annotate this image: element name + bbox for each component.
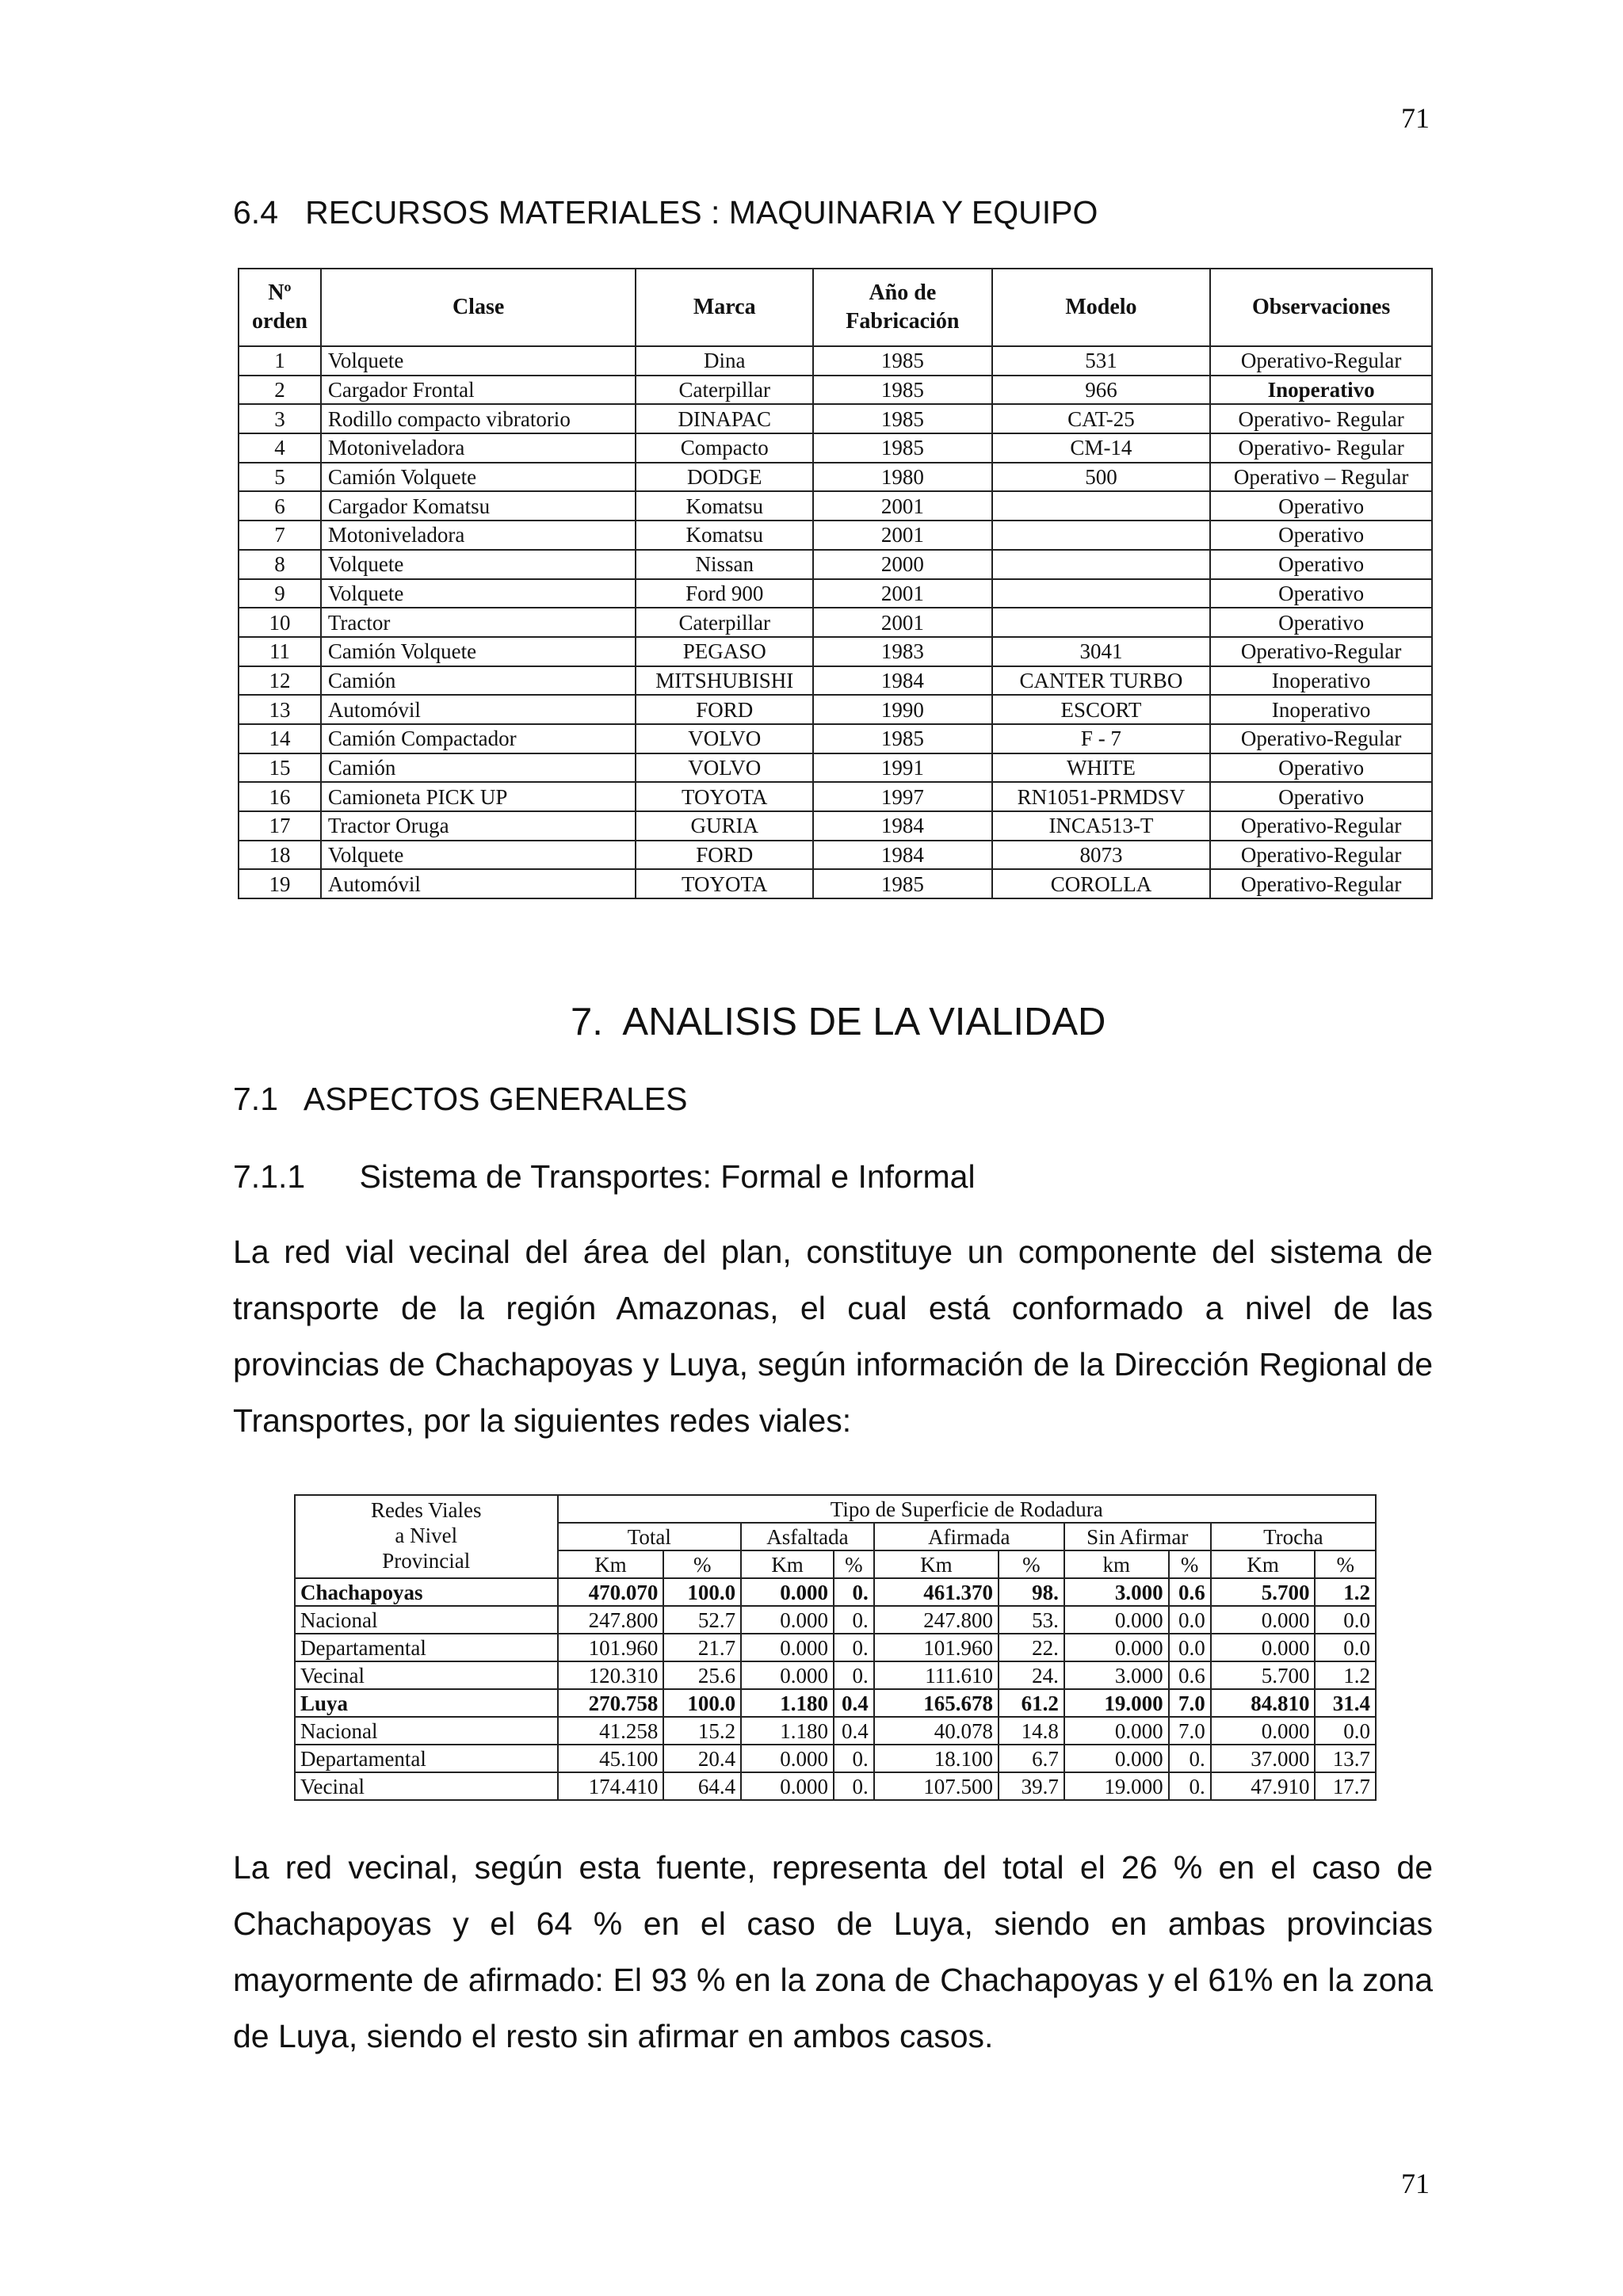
road-cell: 3.000 [1064,1578,1169,1606]
marca-cell: PEGASO [636,637,813,666]
header-afirmada: Afirmada [874,1523,1064,1550]
equipment-row [239,753,1432,783]
modelo-cell: ESCORT [992,695,1211,724]
header-clase: Clase [321,269,636,346]
header-modelo: Modelo [992,269,1211,346]
road-cell: 0.000 [741,1772,834,1800]
road-cell: 0. [834,1606,874,1634]
road-cell: 120.310 [558,1661,664,1689]
row-number: 15 [239,753,321,783]
road-cell: 53. [999,1606,1064,1634]
marca-cell: FORD [636,695,813,724]
clase-cell: Volquete [321,579,636,608]
header-anio: Año de Fabricación [813,269,992,346]
road-cell: 100.0 [663,1578,741,1606]
chapter-heading-7: 7. ANALISIS DE LA VIALIDAD [571,1001,1106,1043]
observaciones-cell: Operativo [1210,782,1432,811]
road-cell: 0.000 [1211,1606,1316,1634]
equipment-row [239,376,1432,405]
observaciones-cell: Operativo [1210,521,1432,550]
road-cell: 0.000 [1064,1634,1169,1661]
equipment-row [239,811,1432,841]
marca-cell: DODGE [636,463,813,492]
row-number: 16 [239,782,321,811]
header-asfaltada: Asfaltada [741,1523,874,1550]
row-number: 19 [239,869,321,898]
road-cell: 37.000 [1211,1745,1316,1772]
road-cell: 47.910 [1211,1772,1316,1800]
observaciones-cell: Operativo-Regular [1210,637,1432,666]
observaciones-cell: Operativo-Regular [1210,811,1432,841]
road-cell: 100.0 [663,1689,741,1717]
marca-cell: Caterpillar [636,608,813,637]
road-cell: 247.800 [558,1606,664,1634]
modelo-cell: INCA513-T [992,811,1211,841]
road-network-table [294,1494,1377,1801]
observaciones-cell: Inoperativo [1210,376,1432,405]
clase-cell: Motoniveladora [321,433,636,463]
road-cell: 19.000 [1064,1772,1169,1800]
road-cell: 39.7 [999,1772,1064,1800]
anio-cell: 2001 [813,608,992,637]
observaciones-cell: Operativo [1210,579,1432,608]
road-row-label: Chachapoyas [295,1578,558,1606]
road-row-label: Vecinal [295,1661,558,1689]
road-cell: 0. [834,1772,874,1800]
road-cell: 1.180 [741,1717,834,1745]
row-number: 8 [239,550,321,579]
clase-cell: Tractor [321,608,636,637]
road-cell: 61.2 [999,1689,1064,1717]
road-cell: 13.7 [1315,1745,1376,1772]
clase-cell: Volquete [321,841,636,870]
road-cell: 111.610 [874,1661,999,1689]
equipment-row [239,637,1432,666]
road-cell: 461.370 [874,1578,999,1606]
modelo-cell: 531 [992,346,1211,376]
road-cell: 0.000 [741,1634,834,1661]
road-cell: 15.2 [663,1717,741,1745]
modelo-cell: F - 7 [992,724,1211,753]
header-observaciones: Observaciones [1210,269,1432,346]
marca-cell: MITSHUBISHI [636,666,813,696]
road-cell: 470.070 [558,1578,664,1606]
equipment-row [239,608,1432,637]
modelo-cell [992,491,1211,521]
clase-cell: Cargador Komatsu [321,491,636,521]
equipment-table [238,268,1433,899]
equipment-row [239,724,1432,753]
anio-cell: 1985 [813,346,992,376]
road-cell: 22. [999,1634,1064,1661]
road-cell: 0.000 [1211,1717,1316,1745]
row-number: 13 [239,695,321,724]
road-cell: 0.4 [834,1689,874,1717]
modelo-cell [992,579,1211,608]
road-cell: 0.000 [1211,1634,1316,1661]
road-cell: 0.0 [1315,1606,1376,1634]
modelo-cell: CM-14 [992,433,1211,463]
road-cell: 52.7 [663,1606,741,1634]
row-number: 4 [239,433,321,463]
unit-percent: % [663,1550,741,1578]
road-cell: 25.6 [663,1661,741,1689]
modelo-cell: 8073 [992,841,1211,870]
equipment-row [239,695,1432,724]
road-cell: 101.960 [874,1634,999,1661]
road-cell: 0.4 [834,1717,874,1745]
section-heading-7-1: 7.1 ASPECTOS GENERALES [233,1081,688,1117]
road-cell: 247.800 [874,1606,999,1634]
road-cell: 0.0 [1169,1634,1211,1661]
unit-km: Km [1211,1550,1316,1578]
road-cell: 17.7 [1315,1772,1376,1800]
header-region-line-2: a Nivel [395,1524,458,1547]
equipment-row [239,491,1432,521]
road-cell: 7.0 [1169,1689,1211,1717]
marca-cell: FORD [636,841,813,870]
marca-cell: Komatsu [636,491,813,521]
header-region-line-1: Redes Viales [370,1498,482,1522]
road-row [295,1717,1376,1745]
road-cell: 0. [1169,1772,1211,1800]
marca-cell: TOYOTA [636,782,813,811]
equipment-row [239,346,1432,376]
observaciones-cell: Operativo – Regular [1210,463,1432,492]
road-row [295,1634,1376,1661]
road-cell: 270.758 [558,1689,664,1717]
road-cell: 14.8 [999,1717,1064,1745]
road-cell: 0.6 [1169,1661,1211,1689]
clase-cell: Volquete [321,550,636,579]
marca-cell: TOYOTA [636,869,813,898]
road-cell: 3.000 [1064,1661,1169,1689]
anio-cell: 1985 [813,376,992,405]
row-number: 2 [239,376,321,405]
road-cell: 31.4 [1315,1689,1376,1717]
road-cell: 5.700 [1211,1661,1316,1689]
unit-percent: % [1169,1550,1211,1578]
unit-percent: % [1315,1550,1376,1578]
road-row [295,1606,1376,1634]
equipment-row [239,404,1432,433]
road-cell: 21.7 [663,1634,741,1661]
modelo-cell [992,550,1211,579]
clase-cell: Volquete [321,346,636,376]
road-cell: 98. [999,1578,1064,1606]
anio-cell: 1991 [813,753,992,783]
road-cell: 0. [1169,1745,1211,1772]
road-cell: 7.0 [1169,1717,1211,1745]
row-number: 3 [239,404,321,433]
road-cell: 41.258 [558,1717,664,1745]
road-cell: 64.4 [663,1772,741,1800]
road-cell: 1.2 [1315,1661,1376,1689]
clase-cell: Automóvil [321,695,636,724]
road-row-label: Departamental [295,1634,558,1661]
row-number: 1 [239,346,321,376]
modelo-cell: CAT-25 [992,404,1211,433]
road-cell: 20.4 [663,1745,741,1772]
header-total: Total [558,1523,742,1550]
road-cell: 84.810 [1211,1689,1316,1717]
observaciones-cell: Operativo [1210,608,1432,637]
road-cell: 0.000 [1064,1745,1169,1772]
road-cell: 0.0 [1315,1634,1376,1661]
anio-cell: 1985 [813,433,992,463]
anio-cell: 1997 [813,782,992,811]
marca-cell: Dina [636,346,813,376]
road-row [295,1578,1376,1606]
anio-cell: 1990 [813,695,992,724]
anio-cell: 2000 [813,550,992,579]
anio-cell: 1985 [813,404,992,433]
unit-km: Km [741,1550,834,1578]
anio-cell: 1980 [813,463,992,492]
row-number: 6 [239,491,321,521]
row-number: 9 [239,579,321,608]
observaciones-cell: Operativo [1210,753,1432,783]
page-number-bottom: 71 [1401,2168,1430,2199]
road-row [295,1661,1376,1689]
modelo-cell [992,521,1211,550]
road-cell: 0. [834,1661,874,1689]
road-cell: 0.0 [1169,1606,1211,1634]
road-cell: 6.7 [999,1745,1064,1772]
clase-cell: Camioneta PICK UP [321,782,636,811]
header-redes-viales [295,1495,558,1578]
unit-km: Km [874,1550,999,1578]
marca-cell: Caterpillar [636,376,813,405]
unit-percent: % [999,1550,1064,1578]
marca-cell: VOLVO [636,724,813,753]
row-number: 17 [239,811,321,841]
anio-cell: 2001 [813,579,992,608]
clase-cell: Camión Volquete [321,463,636,492]
modelo-cell: 966 [992,376,1211,405]
road-row-label: Departamental [295,1745,558,1772]
road-cell: 0.6 [1169,1578,1211,1606]
clase-cell: Rodillo compacto vibratorio [321,404,636,433]
row-number: 10 [239,608,321,637]
road-cell: 0. [834,1578,874,1606]
clase-cell: Camión [321,666,636,696]
modelo-cell: WHITE [992,753,1211,783]
observaciones-cell: Inoperativo [1210,666,1432,696]
modelo-cell: CANTER TURBO [992,666,1211,696]
header-trocha: Trocha [1211,1523,1376,1550]
road-row-label: Nacional [295,1717,558,1745]
unit-percent: % [834,1550,874,1578]
modelo-cell: RN1051-PRMDSV [992,782,1211,811]
observaciones-cell: Inoperativo [1210,695,1432,724]
modelo-cell [992,608,1211,637]
row-number: 14 [239,724,321,753]
anio-cell: 1984 [813,811,992,841]
observaciones-cell: Operativo-Regular [1210,724,1432,753]
road-row-label: Vecinal [295,1772,558,1800]
road-cell: 5.700 [1211,1578,1316,1606]
row-number: 12 [239,666,321,696]
equipment-row [239,841,1432,870]
marca-cell: VOLVO [636,753,813,783]
paragraph-red-vecinal: La red vecinal, según esta fuente, representa del total el 26 % en el caso de Chachapoyas y el 64 % en el caso de Luya, siendo en ambas provincias mayormente de afirmado: El 93 % en la zona de Chachapoyas y el 61% en la zona de Luya, siendo el resto sin afirmar en ambos casos. [233,1849,1433,2054]
road-cell: 45.100 [558,1745,664,1772]
observaciones-cell: Operativo-Regular [1210,869,1432,898]
observaciones-cell: Operativo-Regular [1210,346,1432,376]
header-tipo-superficie: Tipo de Superficie de Rodadura [558,1495,1377,1523]
clase-cell: Camión Volquete [321,637,636,666]
road-cell: 0.000 [741,1745,834,1772]
clase-cell: Tractor Oruga [321,811,636,841]
anio-cell: 1985 [813,724,992,753]
road-cell: 0. [834,1634,874,1661]
header-region-line-3: Provincial [382,1549,471,1573]
observaciones-cell: Operativo- Regular [1210,404,1432,433]
modelo-cell: 3041 [992,637,1211,666]
header-marca: Marca [636,269,813,346]
road-cell: 0. [834,1745,874,1772]
page-number-top: 71 [1401,102,1430,134]
header-orden: Nº orden [239,269,321,346]
unit-km: km [1064,1550,1169,1578]
clase-cell: Motoniveladora [321,521,636,550]
section-heading-6-4: 6.4 RECURSOS MATERIALES : MAQUINARIA Y EQUIPO [233,194,1098,231]
modelo-cell: COROLLA [992,869,1211,898]
equipment-row [239,869,1432,898]
row-number: 11 [239,637,321,666]
marca-cell: Komatsu [636,521,813,550]
road-cell: 0.000 [741,1606,834,1634]
road-cell: 1.180 [741,1689,834,1717]
anio-cell: 2001 [813,491,992,521]
marca-cell: GURIA [636,811,813,841]
row-number: 5 [239,463,321,492]
anio-cell: 1984 [813,666,992,696]
section-heading-7-1-1: 7.1.1 Sistema de Transportes: Formal e Informal [233,1158,976,1195]
marca-cell: DINAPAC [636,404,813,433]
road-cell: 165.678 [874,1689,999,1717]
equipment-row [239,579,1432,608]
road-cell: 0.000 [741,1578,834,1606]
clase-cell: Camión [321,753,636,783]
equipment-row [239,433,1432,463]
equipment-row [239,521,1432,550]
road-cell: 0.000 [1064,1606,1169,1634]
clase-cell: Automóvil [321,869,636,898]
road-row-label: Nacional [295,1606,558,1634]
anio-cell: 1983 [813,637,992,666]
anio-cell: 1984 [813,841,992,870]
equipment-row [239,463,1432,492]
marca-cell: Compacto [636,433,813,463]
road-cell: 107.500 [874,1772,999,1800]
road-cell: 18.100 [874,1745,999,1772]
equipment-row [239,782,1432,811]
row-number: 18 [239,841,321,870]
clase-cell: Camión Compactador [321,724,636,753]
row-number: 7 [239,521,321,550]
road-cell: 0.000 [1064,1717,1169,1745]
observaciones-cell: Operativo-Regular [1210,841,1432,870]
road-cell: 0.0 [1315,1717,1376,1745]
observaciones-cell: Operativo [1210,491,1432,521]
road-cell: 101.960 [558,1634,664,1661]
observaciones-cell: Operativo- Regular [1210,433,1432,463]
observaciones-cell: Operativo [1210,550,1432,579]
road-row [295,1745,1376,1772]
road-row [295,1772,1376,1800]
anio-cell: 2001 [813,521,992,550]
road-cell: 19.000 [1064,1689,1169,1717]
unit-km: Km [558,1550,664,1578]
equipment-row [239,550,1432,579]
marca-cell: Nissan [636,550,813,579]
header-sin-afirmar: Sin Afirmar [1064,1523,1211,1550]
road-cell: 40.078 [874,1717,999,1745]
road-cell: 174.410 [558,1772,664,1800]
marca-cell: Ford 900 [636,579,813,608]
modelo-cell: 500 [992,463,1211,492]
road-row-label: Luya [295,1689,558,1717]
road-cell: 24. [999,1661,1064,1689]
road-cell: 0.000 [741,1661,834,1689]
road-row [295,1689,1376,1717]
clase-cell: Cargador Frontal [321,376,636,405]
anio-cell: 1985 [813,869,992,898]
road-cell: 1.2 [1315,1578,1376,1606]
equipment-row [239,666,1432,696]
paragraph-redes-viales: La red vial vecinal del área del plan, constituye un componente del sistema de transporte de la región Amazonas, el cual está conformado a nivel de las provincias de Chachapoyas y Luya, según información de la Dirección Regional de Transportes, por la siguientes redes viales: [233,1234,1433,1439]
